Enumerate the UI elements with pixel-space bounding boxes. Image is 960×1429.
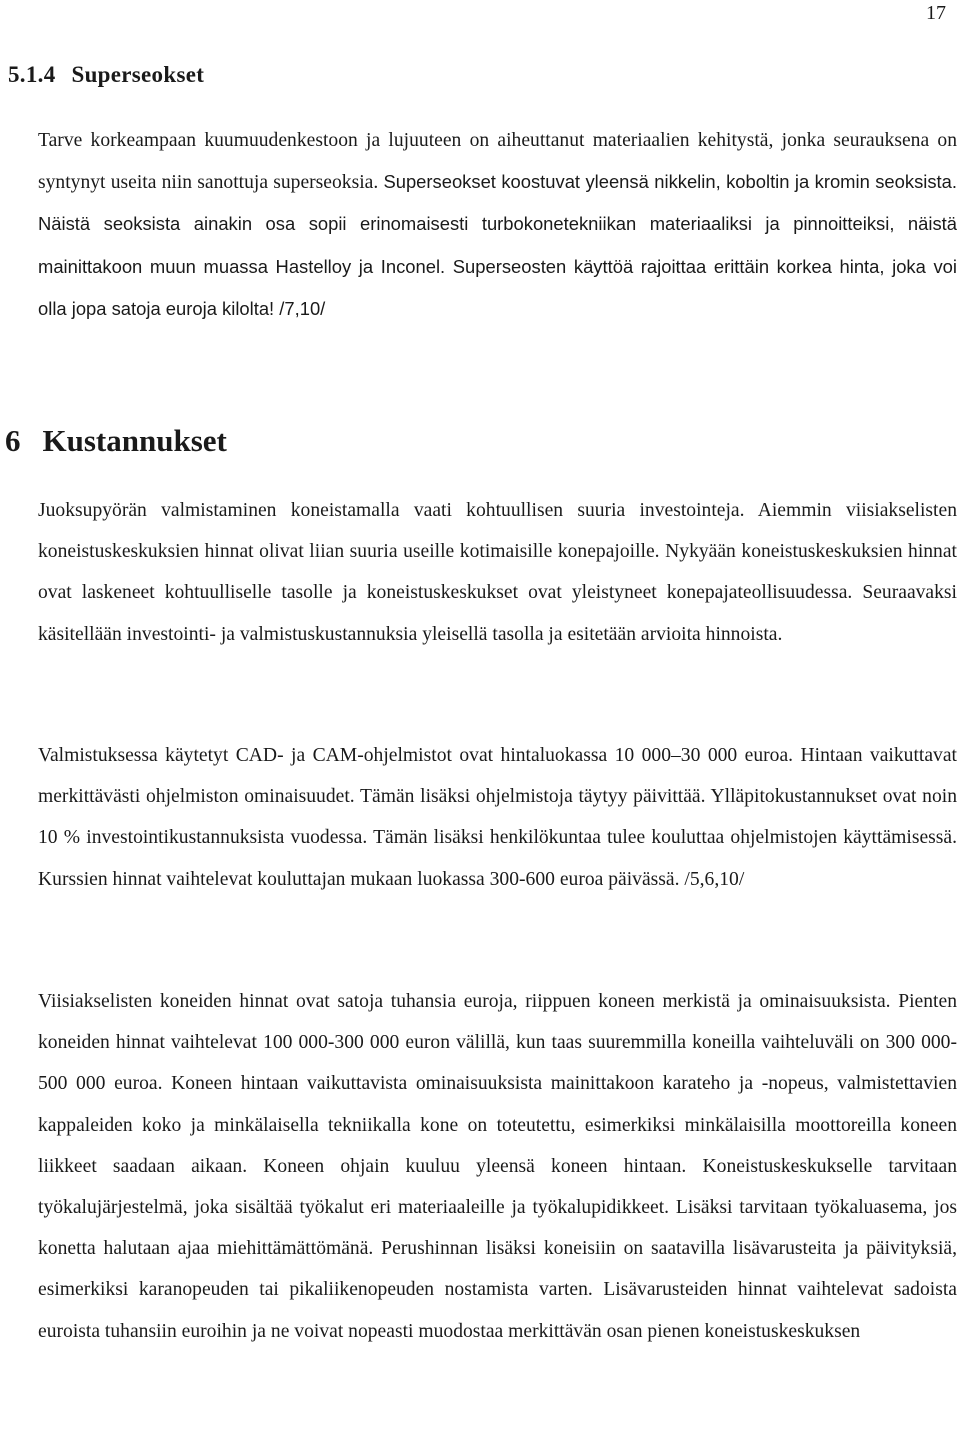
paragraph-sans-text: Superseokset koostuvat yleensä nikkelin, koboltin ja kromin seoksista. Näistä seoksista ainakin osa sopii erinomaisesti turbokonetekniikan materiaaliksi ja pinnoitteiksi, näistä mainittakoon muun muassa Hastelloy ja Inconel. Superseosten käyttöä rajoittaa erittäin korkea hinta, joka voi olla jopa satoja euroja kilolta! /7,10/ [38, 171, 957, 319]
section-5-1-4-heading [8, 62, 204, 88]
page-number: 17 [926, 2, 946, 24]
chapter-title: Kustannukset [42, 423, 227, 458]
kustannukset-paragraph-2: Valmistuksessa käytetyt CAD- ja CAM-ohjelmistot ovat hintaluokassa 10 000–30 000 euroa. Hintaan vaikuttavat merkittävästi ohjelmiston ominaisuudet. Tämän lisäksi ohjelmistoja täytyy päivittää. Ylläpitokustannukset ovat noin 10 % investointikustannuksista vuodessa. Tämän lisäksi henkilökuntaa tulee kouluttaa ohjelmistojen käyttämisessä. Kurssien hinnat vaihtelevat kouluttajan mukaan luokassa 300-600 euroa päivässä. /5,6,10/ [38, 745, 957, 890]
section-title: Superseokset [71, 62, 205, 87]
paragraph-serif-text: Tarve korkeampaan kuumuudenkestoon ja lujuuteen on aiheuttanut materiaalien kehitystä, jonka seurauksena on syntynyt useita niin sanottuja superseoksia. [38, 130, 957, 194]
superseokset-paragraph [38, 120, 957, 330]
kustannukset-paragraph-3: Viisiakselisten koneiden hinnat ovat satoja tuhansia euroja, riippuen koneen merkistä ja ominaisuuksista. Pienten koneiden hinnat vaihtelevat 100 000-300 000 euron välillä, kun taas suuremmilla koneilla vaihteluväli on 300 000-500 000 euroa. Koneen hintaan vaikuttavista ominaisuuksista mainittakoon karateho ja -nopeus, valmistettavien kappaleiden koko ja minkälaisella tekniikalla kone on toteutettu, esimerkiksi minkälaisilla moottoreilla koneen liikkeet saadaan aikaan. Koneen ohjain kuuluu yleensä koneen hintaan. Koneistuskeskukselle tarvitaan työkalujärjestelmä, joka sisältää työkalut eri materiaaleille ja työkalupidikkeet. Lisäksi tarvitaan työkaluasema, jos konetta halutaan ajaa miehittämättömänä. Perushinnan lisäksi koneisiin on saatavilla lisävarusteita ja päivityksiä, esimerkiksi karanopeuden tai pikaliikenopeuden nostamista varten. Lisävarusteiden hinnat vaihtelevat sadoista euroista tuhansiin euroihin ja ne voivat nopeasti muodostaa merkittävän osan pienen koneistuskeskuksen [38, 991, 957, 1342]
kustannukset-paragraph-1: Juoksupyörän valmistaminen koneistamalla vaati kohtuullisen suuria investointeja. Aiemmin viisiakselisten koneistuskeskuksien hinnat olivat liian suuria useille kotimaisille konepajoille. Nykyään koneistuskeskuksien hinnat ovat laskeneet kohtuulliselle tasolle ja koneistuskeskukset ovat yleistyneet konepajateollisuudessa. Seuraavaksi käsitellään investointi- ja valmistuskustannuksia yleisellä tasolla ja esitetään arvioita hinnoista. [38, 500, 957, 645]
chapter-6-heading [5, 423, 227, 459]
chapter-number: 6 [5, 423, 21, 458]
section-number: 5.1.4 [8, 62, 56, 87]
